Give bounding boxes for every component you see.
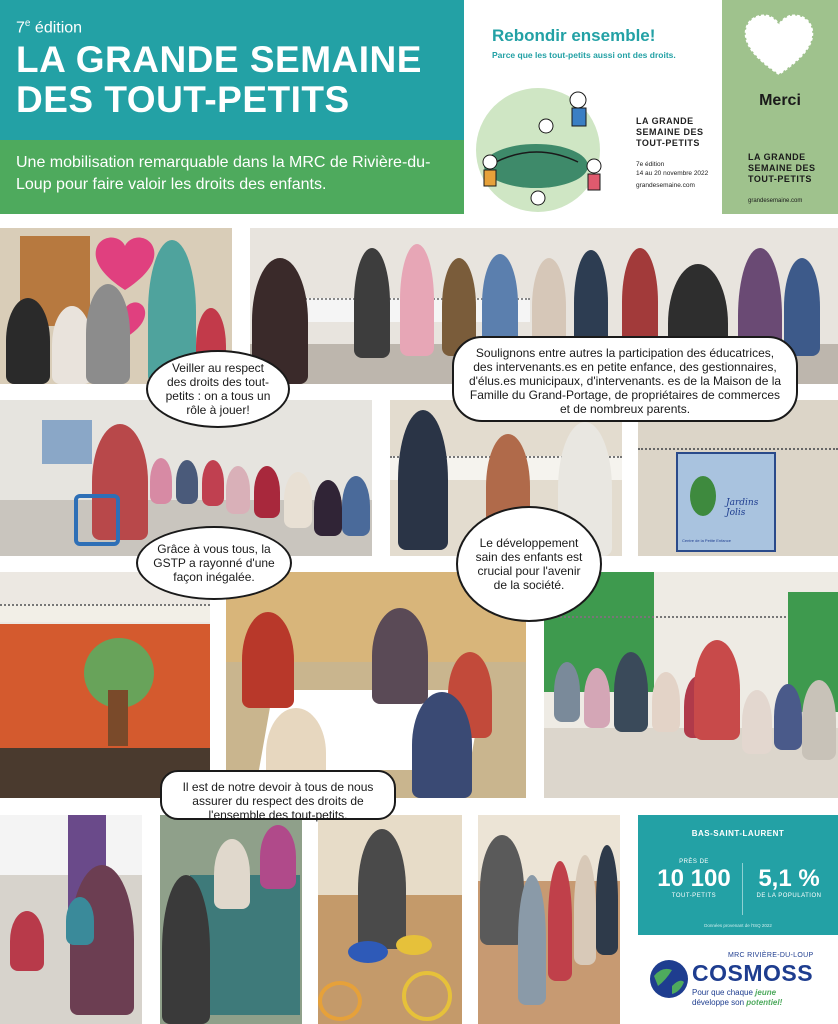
photo-child xyxy=(358,829,406,949)
photo-daycare-sign xyxy=(638,400,838,556)
photo-child xyxy=(652,672,680,732)
speech-bubble-duty: Il est de notre devoir à tous de nous assurer du respect des droits de l'ensemble des tout-petits. xyxy=(160,770,396,820)
photo-child xyxy=(254,466,280,518)
photo-child xyxy=(284,472,312,528)
photo-stepping-stones xyxy=(318,815,462,1024)
photo-child xyxy=(354,248,390,358)
daycare-sign xyxy=(676,452,776,552)
photo-adult xyxy=(242,612,294,708)
photo-child xyxy=(342,476,370,536)
photo-child xyxy=(784,258,820,356)
photo-play-table xyxy=(160,815,302,1024)
photo-adult xyxy=(614,652,648,732)
photo-reading xyxy=(0,815,142,1024)
photo-child xyxy=(774,684,802,750)
photo-line-up xyxy=(478,815,620,1024)
poster-tagline: Parce que les tout-petits aussi ont des droits. xyxy=(492,50,676,60)
photo-adult xyxy=(398,410,448,550)
sign-name: Jardins Jolis xyxy=(726,498,759,518)
photo-child xyxy=(574,855,596,965)
poster-url: grandesemaine.com xyxy=(636,182,695,189)
photo-child xyxy=(150,458,172,504)
stats-region: BAS-SAINT-LAURENT xyxy=(691,829,785,838)
poster-headline: Rebondir ensemble! xyxy=(492,26,656,45)
merci-url: grandesemaine.com xyxy=(748,198,803,204)
page-title: LA GRANDE SEMAINE DES TOUT-PETITS xyxy=(16,39,422,120)
photo-child xyxy=(584,668,610,728)
photo-chair xyxy=(74,494,120,546)
poster-logo-text: LA GRANDE SEMAINE DES TOUT-PETITS xyxy=(636,116,704,148)
photo-child xyxy=(162,875,210,1024)
cosmoss-globe-icon xyxy=(648,958,690,1000)
photo-child xyxy=(596,845,618,955)
stat-population: 5,1 % DE LA POPULATION xyxy=(756,865,822,899)
photo-window xyxy=(42,420,92,464)
cosmoss-mrc: MRC RIVIÈRE-DU-LOUP xyxy=(728,952,814,959)
stat-children: PRÈS DE 10 100 TOUT-PETITS xyxy=(657,859,731,899)
photo-child xyxy=(66,897,94,945)
cosmoss-tagline: Pour que chaque jeune développe son potentiel! xyxy=(692,988,783,1007)
stats-divider xyxy=(742,863,743,915)
photo-child xyxy=(202,460,224,506)
hoop xyxy=(402,971,452,1021)
photo-adult xyxy=(372,608,428,704)
photo-adult xyxy=(802,680,836,760)
heart-icon xyxy=(742,12,816,78)
mural-tree-trunk xyxy=(108,690,128,746)
campaign-poster xyxy=(470,0,720,214)
speech-bubble-roles: Veiller au respect des droits des tout-petits : on a tous un rôle à jouer! xyxy=(146,350,290,428)
cosmoss-name: COSMOSS xyxy=(692,960,814,986)
cosmoss-logo xyxy=(648,948,838,1016)
photo-child xyxy=(260,825,296,889)
photo-banner xyxy=(638,448,838,458)
photo-child xyxy=(176,460,198,504)
stats-panel xyxy=(638,815,838,935)
photo-child xyxy=(548,861,572,981)
merci-label: Merci xyxy=(759,92,801,109)
photo-child xyxy=(412,692,472,798)
poster-illustration xyxy=(470,70,630,214)
photo-child xyxy=(554,662,580,722)
photo-child xyxy=(226,466,250,514)
photo-child xyxy=(10,911,44,971)
tree-icon xyxy=(690,476,716,516)
photo-child xyxy=(314,480,342,536)
photo-banner xyxy=(0,604,210,622)
photo-adult xyxy=(86,284,130,384)
photo-child xyxy=(400,244,434,356)
speech-bubble-participants: Soulignons entre autres la participation des éducatrices, des intervenants.es en petite enfance, des gestionnaires, d'élus.es municipaux, d'intervenants. es de la Maison de la Famille du Grand-Portage, de propriétaires de commerces et de nombreux parents. xyxy=(452,336,798,422)
pink-heart-icon xyxy=(92,234,158,292)
hoop xyxy=(318,981,362,1021)
photo-child xyxy=(742,690,772,754)
yellow-step xyxy=(396,935,432,955)
edition-label: 7e édition xyxy=(16,18,83,37)
page-subtitle: Une mobilisation remarquable dans la MRC de Rivière-du-Loup pour faire valoir les droits des enfants. xyxy=(16,154,431,193)
sign-subtitle: Centre de la Petite Enfance xyxy=(682,538,731,543)
photo-adult xyxy=(694,640,740,740)
merci-panel xyxy=(722,0,838,214)
blue-step xyxy=(348,941,388,963)
photo-child xyxy=(214,839,250,909)
photo-tree-mural xyxy=(0,572,210,798)
merci-logo-text: LA GRANDE SEMAINE DES TOUT-PETITS xyxy=(748,152,816,184)
speech-bubble-development: Le développement sain des enfants est crucial pour l'avenir de la société. xyxy=(456,506,602,622)
stats-source-note: Données provenant de l'ISQ 2022 xyxy=(704,923,772,928)
photo-child xyxy=(518,875,546,1005)
photo-group-floor xyxy=(544,572,838,798)
poster-dates: 7e édition 14 au 20 novembre 2022 xyxy=(636,161,709,177)
photo-child xyxy=(6,298,50,384)
speech-bubble-thanks: Grâce à vous tous, la GSTP a rayonné d'une façon inégalée. xyxy=(136,526,292,600)
